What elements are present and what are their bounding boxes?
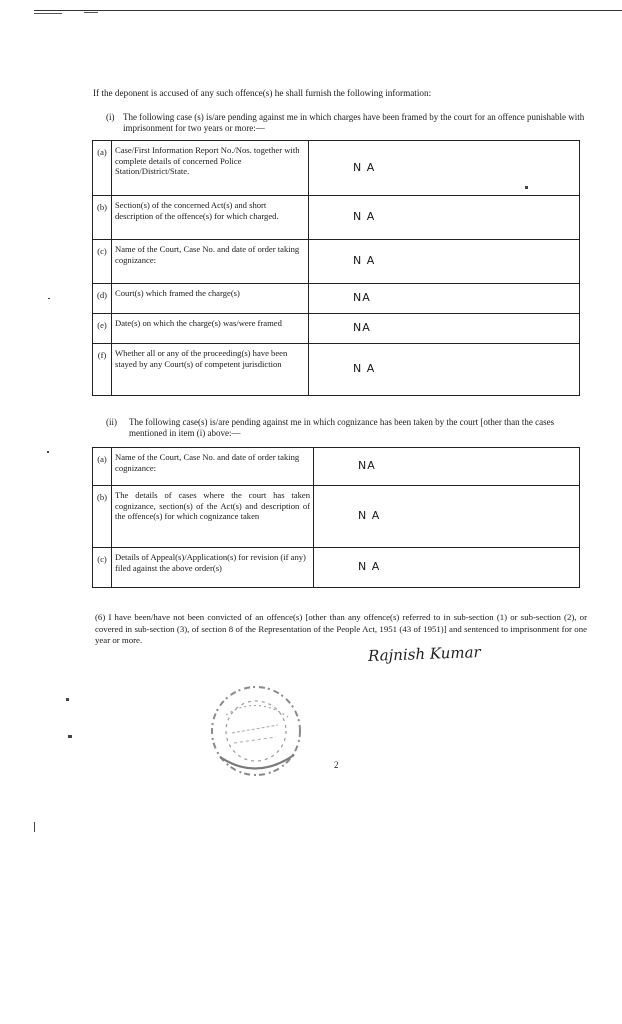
- row-description: Name of the Court, Case No. and date of order taking cognizance:: [112, 240, 309, 284]
- row-answer: N A: [309, 141, 580, 196]
- row-label: (a): [93, 141, 112, 196]
- scan-border-mark: [34, 13, 62, 14]
- row-description: Date(s) on which the charge(s) was/were framed: [112, 314, 309, 344]
- section-ii-number: (ii): [106, 417, 117, 427]
- scan-speck: [68, 735, 72, 738]
- section-i-number: (i): [106, 112, 115, 122]
- table-row: [93, 141, 580, 196]
- row-description: Whether all or any of the proceeding(s) have been stayed by any Court(s) of competent jurisdiction: [112, 344, 309, 396]
- scan-speck: [34, 822, 35, 832]
- row-description: Name of the Court, Case No. and date of order taking cognizance:: [112, 448, 314, 486]
- row-description: Case/First Information Report No./Nos. together with complete details of concerned Police Station/District/State.: [112, 141, 309, 196]
- conviction-paragraph: (6) I have been/have not been convicted of an offence(s) [other than any offence(s) referred to in sub-section (1) or sub-section (2), or covered in sub-section (3), of section 8 of the Representation of the People Act, 1951 (43 of 1951)] and sentenced to imprisonment for one year or more.: [95, 612, 587, 645]
- table-row: [93, 486, 580, 548]
- row-label: (c): [93, 548, 112, 588]
- row-label: (d): [93, 284, 112, 314]
- table-row: [93, 548, 580, 588]
- row-description: Details of Appeal(s)/Application(s) for revision (if any) filed against the above order(s): [112, 548, 314, 588]
- row-description: The details of cases where the court has taken cognizance, section(s) of the Act(s) and description of the offence(s) for which cognizance taken: [112, 486, 314, 548]
- signature: Rajnish Kumar: [367, 643, 481, 665]
- row-answer: N A: [309, 240, 580, 284]
- scan-speck: [66, 698, 69, 701]
- section-i-text: The following case (s) is/are pending against me in which charges have been framed by the court for an offence punishable with imprisonment for two years or more:—: [123, 112, 585, 133]
- official-seal-stamp: [206, 675, 306, 795]
- scan-border-mark: [84, 12, 98, 13]
- table-row: [93, 448, 580, 486]
- section-ii-text: The following case(s) is/are pending against me in which cognizance has been taken by the court [other than the cases mentioned in item (i) above:—: [129, 417, 555, 438]
- scan-border-line: [34, 10, 622, 11]
- row-answer: N A: [309, 196, 580, 240]
- table-row: [93, 196, 580, 240]
- row-answer: NA: [309, 314, 580, 344]
- row-label: (b): [93, 486, 112, 548]
- row-label: (e): [93, 314, 112, 344]
- table-row: [93, 314, 580, 344]
- scan-speck: [48, 298, 50, 299]
- row-label: (b): [93, 196, 112, 240]
- table-row: [93, 284, 580, 314]
- section-ii-table: [92, 447, 580, 588]
- row-answer: N A: [309, 344, 580, 396]
- row-answer: N A: [314, 486, 580, 548]
- table-row: [93, 240, 580, 284]
- row-answer: NA: [309, 284, 580, 314]
- intro-text: If the deponent is accused of any such offence(s) he shall furnish the following information:: [93, 88, 432, 98]
- row-label: (f): [93, 344, 112, 396]
- row-answer: N A: [314, 548, 580, 588]
- scan-speck: [525, 186, 528, 189]
- row-label: (c): [93, 240, 112, 284]
- row-answer: NA: [314, 448, 580, 486]
- page-number: 2: [334, 760, 339, 770]
- section-i-table: [92, 140, 580, 396]
- row-description: Court(s) which framed the charge(s): [112, 284, 309, 314]
- row-description: Section(s) of the concerned Act(s) and short description of the offence(s) for which charged.: [112, 196, 309, 240]
- row-label: (a): [93, 448, 112, 486]
- scan-speck: [47, 451, 49, 453]
- table-row: [93, 344, 580, 396]
